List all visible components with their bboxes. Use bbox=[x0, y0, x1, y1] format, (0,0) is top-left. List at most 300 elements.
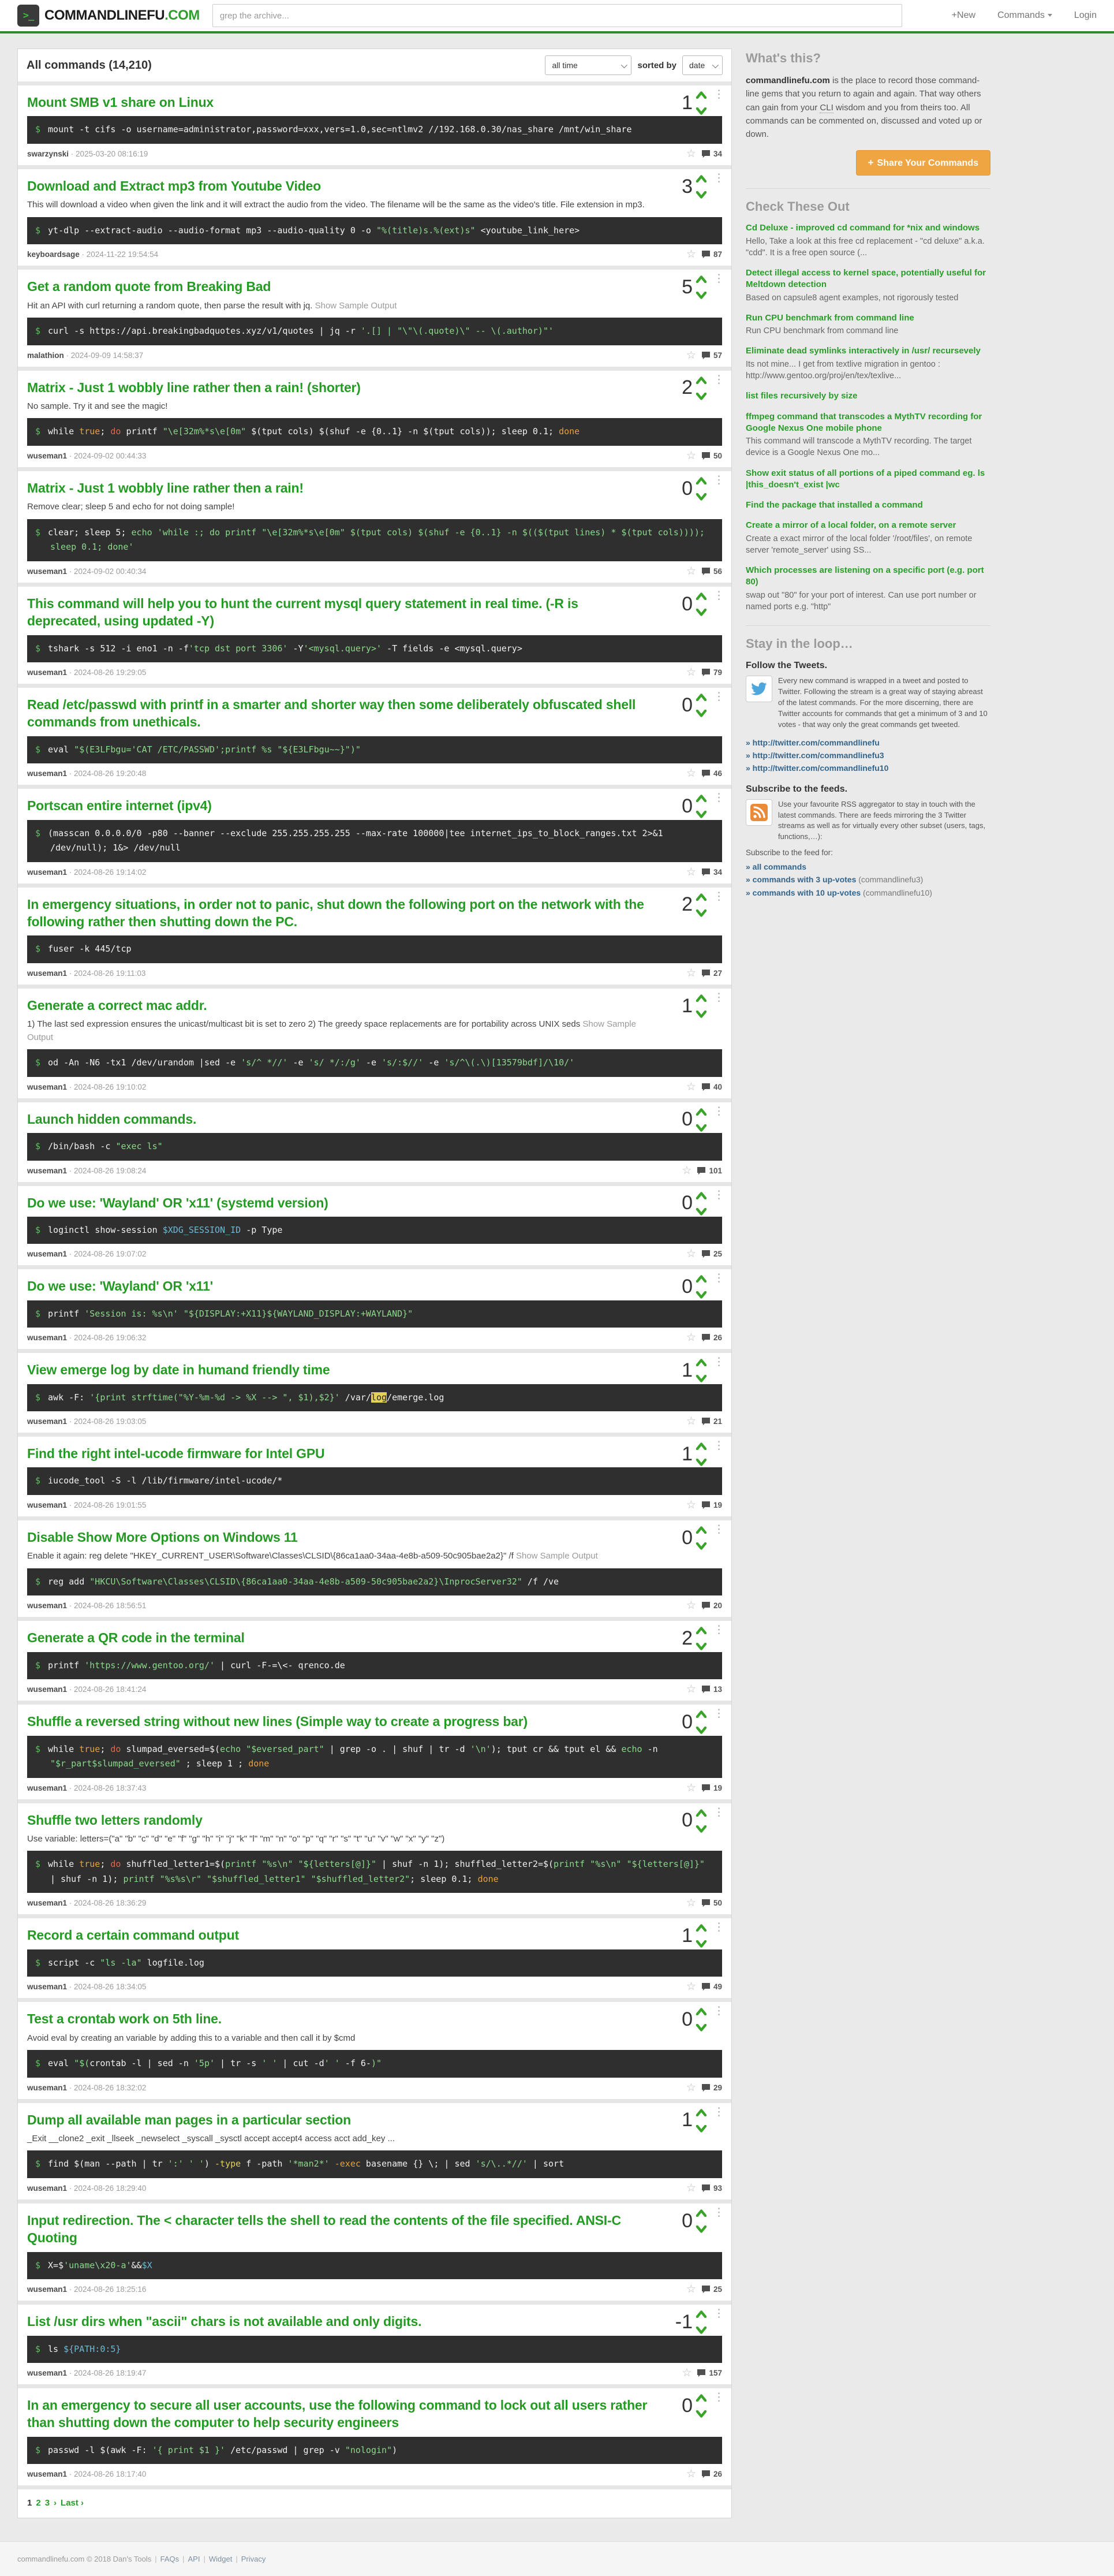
vote-score: 0 bbox=[682, 1192, 693, 1214]
vote-controls bbox=[682, 1355, 724, 1382]
upvote-button[interactable] bbox=[696, 1809, 707, 1817]
entry-menu-icon[interactable]: ⋮ bbox=[713, 88, 724, 100]
upvote-button[interactable] bbox=[696, 1710, 707, 1718]
author-link[interactable]: wuseman1 bbox=[27, 2083, 68, 2092]
downvote-button[interactable] bbox=[696, 909, 707, 917]
downvote-button[interactable] bbox=[696, 1459, 707, 1466]
comments-link[interactable] bbox=[701, 2470, 722, 2478]
pagination-link[interactable]: Last › bbox=[61, 2498, 84, 2508]
author-link[interactable]: wuseman1 bbox=[27, 2285, 68, 2294]
comments-link[interactable] bbox=[701, 2285, 722, 2294]
entry-date: · 2024-08-26 19:11:03 bbox=[67, 969, 145, 978]
comments-link[interactable] bbox=[701, 969, 722, 978]
command-code-block[interactable]: $ reg add "HKCU\Software\Classes\CLSID\{86ca1aa0-34aa-4e8b-a509-50c905bae2a2}\InprocServer32" /f /ve bbox=[27, 1568, 722, 1596]
vote-controls bbox=[682, 1522, 724, 1550]
comments-link[interactable] bbox=[701, 1899, 722, 1907]
author-link[interactable]: wuseman1 bbox=[27, 1417, 68, 1426]
comment-bubble-icon bbox=[701, 1982, 711, 1991]
rss-feed-link[interactable]: » commands with 10 up-votes (commandlinefu10) bbox=[746, 888, 932, 897]
comment-bubble-icon bbox=[701, 452, 711, 460]
footer-link[interactable]: FAQs bbox=[160, 2555, 180, 2564]
entry-date: · 2024-08-26 19:10:02 bbox=[67, 1083, 146, 1091]
author-link[interactable]: wuseman1 bbox=[27, 1899, 68, 1908]
shell-prompt: $ bbox=[35, 1308, 41, 1319]
command-code-block[interactable]: $ passwd -l $(awk -F: '{ print $1 }' /etc/passwd | grep -v "nologin") bbox=[27, 2437, 722, 2465]
command-code-block[interactable]: $ mount -t cifs -o username=administrator,password=xxx,vers=1.0,sec=ntlmv2 //192.168.0.30/nas_share /mnt/win_share bbox=[27, 116, 722, 144]
upvote-button[interactable] bbox=[696, 175, 707, 182]
command-title-link[interactable]: Portscan entire internet (ipv4) bbox=[27, 798, 212, 814]
command-title-link[interactable]: Do we use: 'Wayland' OR 'x11' bbox=[27, 1278, 213, 1294]
twitter-feed-link[interactable]: » http://twitter.com/commandlinefu3 bbox=[746, 750, 884, 760]
command-code-block[interactable]: $ printf 'https://www.gentoo.org/' | curl -F-=\<- qrenco.de bbox=[27, 1652, 722, 1680]
comments-link[interactable] bbox=[701, 769, 722, 778]
favorite-star-icon[interactable]: ☆ bbox=[686, 767, 696, 780]
upvote-button[interactable] bbox=[696, 1275, 707, 1283]
command-title-link[interactable]: List /usr dirs when "ascii" chars is not available and only digits. bbox=[27, 2314, 422, 2329]
entry-date: · 2024-08-26 19:06:32 bbox=[67, 1333, 146, 1342]
pagination-link[interactable]: 2 bbox=[36, 2498, 41, 2508]
command-code-block[interactable]: $ od -An -N6 -tx1 /dev/urandom |sed -e 's/^ *//' -e 's/ */:/g' -e 's/:$//' -e 's/^\(.\)[13579bdf]/\10/' bbox=[27, 1049, 722, 1077]
comments-link[interactable] bbox=[701, 1417, 722, 1426]
command-title-link[interactable]: Shuffle a reversed string without new lines (Simple way to create a progress bar) bbox=[27, 1714, 528, 1729]
entry-date: · 2024-08-26 19:08:24 bbox=[67, 1166, 146, 1175]
entry-menu-icon[interactable]: ⋮ bbox=[713, 1805, 724, 1818]
downvote-button[interactable] bbox=[696, 609, 707, 616]
check-item-link[interactable]: list files recursively by size bbox=[746, 391, 858, 401]
command-code-block[interactable]: $ eval "$(E3LFbgu='CAT /ETC/PASSWD';printf %s "${E3LFbgu~~}")" bbox=[27, 736, 722, 764]
entry-menu-icon[interactable]: ⋮ bbox=[713, 1707, 724, 1720]
search-input[interactable] bbox=[212, 4, 902, 27]
author-link[interactable]: wuseman1 bbox=[27, 867, 68, 877]
favorite-star-icon[interactable]: ☆ bbox=[686, 349, 696, 361]
author-link[interactable]: keyboardsage bbox=[27, 250, 80, 259]
comments-link[interactable] bbox=[701, 1250, 722, 1258]
comment-count: 93 bbox=[713, 2183, 722, 2193]
command-title-link[interactable]: Launch hidden commands. bbox=[27, 1111, 197, 1127]
entry-date: · 2024-08-26 18:19:47 bbox=[67, 2369, 146, 2377]
favorite-star-icon[interactable]: ☆ bbox=[686, 2283, 696, 2296]
rss-feed-link[interactable]: » all commands bbox=[746, 862, 807, 872]
entry-menu-icon[interactable]: ⋮ bbox=[713, 2105, 724, 2118]
entry-menu-icon[interactable]: ⋮ bbox=[713, 791, 724, 804]
command-title-link[interactable]: Dump all available man pages in a particular section bbox=[27, 2112, 351, 2127]
show-sample-output-link[interactable]: Show Sample Output bbox=[27, 1019, 636, 1042]
command-code-block[interactable]: $ while true; do printf "\e[32m%*s\e[0m" $(tput cols) $(shuf -e {0..1} -n $(tput cols)); sleep 0.1; done bbox=[27, 418, 722, 446]
comment-count: 29 bbox=[713, 2083, 722, 2092]
downvote-button[interactable] bbox=[696, 811, 707, 818]
upvote-button[interactable] bbox=[696, 1359, 707, 1366]
downvote-button[interactable] bbox=[696, 2125, 707, 2133]
favorite-star-icon[interactable]: ☆ bbox=[686, 1248, 696, 1261]
upvote-button[interactable] bbox=[696, 2008, 707, 2015]
nav-login-link[interactable]: Login bbox=[1074, 10, 1097, 20]
command-title-link[interactable]: In an emergency to secure all user accounts, use the following command to lock out all users rather than shutting down the computer to help security engineers bbox=[27, 2398, 648, 2430]
command-code-block[interactable]: $ ls ${PATH:0:5} bbox=[27, 2336, 722, 2363]
entry-menu-icon[interactable]: ⋮ bbox=[713, 1355, 724, 1369]
command-title-link[interactable]: This command will help you to hunt the current mysql query statement in real time. (-R is deprecated, using updated -Y) bbox=[27, 595, 578, 629]
entry-menu-icon[interactable]: ⋮ bbox=[713, 889, 724, 903]
upvote-button[interactable] bbox=[696, 91, 707, 99]
comments-link[interactable] bbox=[701, 668, 722, 677]
favorite-star-icon[interactable]: ☆ bbox=[686, 2468, 696, 2481]
entry-footer bbox=[27, 566, 722, 577]
upvote-button[interactable] bbox=[696, 592, 707, 600]
vote-score: 0 bbox=[682, 1276, 693, 1298]
author-link[interactable]: wuseman1 bbox=[27, 1333, 68, 1343]
entry-menu-icon[interactable]: ⋮ bbox=[713, 1272, 724, 1285]
command-code-block[interactable]: $ clear; sleep 5; echo 'while :; do printf "\e[32m%*s\e[0m" $(tput cols) $(shuf -e {0..1} -n $(($(tput lines) * $(tput cols)))); sleep 0.1; done' bbox=[27, 519, 722, 561]
downvote-button[interactable] bbox=[696, 393, 707, 400]
author-link[interactable]: wuseman1 bbox=[27, 1250, 68, 1259]
command-title-link[interactable]: Generate a QR code in the terminal bbox=[27, 1630, 245, 1646]
command-code-block[interactable]: $ printf 'Session is: %s\n' "${DISPLAY:+X11}${WAYLAND_DISPLAY:+WAYLAND}" bbox=[27, 1300, 722, 1328]
comments-link[interactable] bbox=[701, 2184, 722, 2193]
check-item-link[interactable]: Create a mirror of a local folder, on a remote server bbox=[746, 520, 956, 531]
upvote-button[interactable] bbox=[696, 2394, 707, 2402]
command-entry bbox=[18, 2200, 731, 2301]
vote-score: 5 bbox=[682, 276, 693, 299]
entry-menu-icon[interactable]: ⋮ bbox=[713, 372, 724, 386]
vote-controls bbox=[682, 1272, 724, 1299]
command-code-block[interactable]: $ eval "$(crontab -l | sed -n '5p' | tr -s ' ' | cut -d' ' -f 6-)" bbox=[27, 2050, 722, 2078]
downvote-button[interactable] bbox=[696, 2410, 707, 2418]
footer-link[interactable]: Privacy bbox=[241, 2555, 266, 2564]
author-link[interactable]: wuseman1 bbox=[27, 1685, 68, 1694]
upvote-button[interactable] bbox=[696, 795, 707, 802]
entry-menu-icon[interactable]: ⋮ bbox=[713, 272, 724, 285]
upvote-button[interactable] bbox=[696, 2209, 707, 2217]
comments-link[interactable] bbox=[701, 250, 722, 259]
author-link[interactable]: wuseman1 bbox=[27, 1783, 68, 1792]
favorite-star-icon[interactable]: ☆ bbox=[686, 1080, 696, 1093]
stay-in-the-loop-heading: Stay in the loop… bbox=[746, 636, 853, 651]
command-title-link[interactable]: Do we use: 'Wayland' OR 'x11' (systemd version) bbox=[27, 1195, 328, 1210]
favorite-star-icon[interactable]: ☆ bbox=[686, 1683, 696, 1696]
whats-this-text: commandlinefu.com is the place to record those command-line gems that you return to again and again. That way others can gain from your CLI wisdom and you from theirs too. All commands can be commented on, discussed and voted up or down. bbox=[746, 76, 982, 139]
vote-score: 2 bbox=[682, 1627, 693, 1650]
favorite-star-icon[interactable]: ☆ bbox=[682, 1164, 692, 1177]
command-code-block[interactable]: $ awk -F: '{print strftime("%Y-%m-%d -> %X --> ", $1),$2}' /var/log/emerge.log bbox=[27, 1384, 722, 1412]
shell-prompt: $ bbox=[35, 2343, 41, 2354]
upvote-button[interactable] bbox=[696, 994, 707, 1002]
entry-menu-icon[interactable]: ⋮ bbox=[713, 1921, 724, 1934]
footer-link[interactable]: Widget bbox=[208, 2555, 233, 2564]
command-entry bbox=[18, 1516, 731, 1617]
content bbox=[0, 33, 1114, 2541]
twitter-feed-link[interactable]: » http://twitter.com/commandlinefu bbox=[746, 737, 880, 747]
comments-link[interactable] bbox=[701, 1083, 722, 1091]
author-link[interactable]: wuseman1 bbox=[27, 668, 68, 677]
author-link[interactable]: wuseman1 bbox=[27, 451, 68, 460]
time-filter-select[interactable]: all time bbox=[545, 55, 631, 75]
check-these-out-list bbox=[746, 222, 990, 613]
downvote-button[interactable] bbox=[696, 1124, 707, 1132]
vote-controls bbox=[682, 171, 724, 199]
command-code-block[interactable]: $ /bin/bash -c "exec ls" bbox=[27, 1133, 722, 1161]
upvote-button[interactable] bbox=[696, 893, 707, 901]
command-code-block[interactable]: $ iucode_tool -S -l /lib/firmware/intel-ucode/* bbox=[27, 1467, 722, 1495]
entry-menu-icon[interactable]: ⋮ bbox=[713, 1188, 724, 1201]
downvote-button[interactable] bbox=[696, 1208, 707, 1216]
author-link[interactable]: swarzynski bbox=[27, 149, 69, 158]
command-title-link[interactable]: Generate a correct mac addr. bbox=[27, 997, 207, 1013]
entry-menu-icon[interactable]: ⋮ bbox=[713, 588, 724, 602]
comments-link[interactable] bbox=[701, 351, 722, 360]
upvote-button[interactable] bbox=[696, 1924, 707, 1932]
author-link[interactable]: wuseman1 bbox=[27, 2183, 68, 2193]
comments-link[interactable] bbox=[701, 1982, 722, 1991]
command-entry bbox=[18, 1433, 731, 1516]
downvote-button[interactable] bbox=[696, 292, 707, 299]
favorite-star-icon[interactable]: ☆ bbox=[686, 1897, 696, 1910]
downvote-button[interactable] bbox=[696, 2327, 707, 2334]
entry-date: · 2024-08-26 19:20:48 bbox=[67, 769, 146, 778]
upvote-button[interactable] bbox=[696, 376, 707, 384]
command-code-block[interactable]: $ X=$'uname\x20-a'&&$X bbox=[27, 2252, 722, 2280]
shell-prompt: $ bbox=[35, 1957, 41, 1968]
command-code-block[interactable]: $ tshark -s 512 -i eno1 -n -f'tcp dst port 3306' -Y'<mysql.query>' -T fields -e <mysql.query> bbox=[27, 635, 722, 663]
comments-link[interactable] bbox=[701, 1333, 722, 1342]
upvote-button[interactable] bbox=[696, 1526, 707, 1534]
follow-tweets-text: Every new command is wrapped in a tweet and posted to Twitter. Following the stream is a great way of staying abreast of the latest commands. For the more discerning, there are Twitter accounts for commands that get a minimum of 3 and 10 votes - that way only the great commands get tweeted. bbox=[778, 676, 988, 729]
entry-footer bbox=[27, 1165, 722, 1176]
downvote-button[interactable] bbox=[696, 710, 707, 717]
check-item-link[interactable]: Which processes are listening on a specific port (e.g. port 80) bbox=[746, 565, 984, 587]
comments-link[interactable] bbox=[697, 1166, 722, 1175]
vote-score: 0 bbox=[682, 2209, 693, 2232]
entry-date: · 2024-09-02 00:40:34 bbox=[67, 567, 146, 576]
show-sample-output-link[interactable]: Show Sample Output bbox=[315, 300, 397, 311]
author-link[interactable]: wuseman1 bbox=[27, 2369, 68, 2378]
upvote-button[interactable] bbox=[696, 477, 707, 484]
check-item-link[interactable]: Detect illegal access to kernel space, potentially useful for Meltdown detection bbox=[746, 268, 986, 290]
check-item-link[interactable]: Run CPU benchmark from command line bbox=[746, 312, 914, 323]
comments-link[interactable] bbox=[701, 567, 722, 576]
favorite-star-icon[interactable]: ☆ bbox=[686, 1415, 696, 1428]
downvote-button[interactable] bbox=[696, 1643, 707, 1650]
command-code-block[interactable]: $ yt-dlp --extract-audio --audio-format mp3 --audio-quality 0 -o "%(title)s.%(ext)s" <youtube_link_here> bbox=[27, 217, 722, 245]
command-title-link[interactable]: Input redirection. The < character tells the shell to read the contents of the file specified. ANSI-C Quoting bbox=[27, 2212, 621, 2246]
favorite-star-icon[interactable]: ☆ bbox=[686, 449, 696, 462]
check-item-link[interactable]: Find the package that installed a command bbox=[746, 500, 923, 510]
downvote-button[interactable] bbox=[696, 2225, 707, 2233]
vote-score: 0 bbox=[682, 592, 693, 615]
comments-link[interactable] bbox=[701, 868, 722, 877]
entry-date: · 2024-09-09 14:58:37 bbox=[64, 351, 143, 360]
upvote-button[interactable] bbox=[696, 2310, 707, 2318]
entry-menu-icon[interactable]: ⋮ bbox=[713, 1439, 724, 1452]
twitter-feed-link[interactable]: » http://twitter.com/commandlinefu10 bbox=[746, 763, 889, 773]
comments-link[interactable] bbox=[701, 452, 722, 460]
entry-date: · 2024-08-26 18:41:24 bbox=[67, 1685, 146, 1694]
comment-count: 26 bbox=[713, 1333, 722, 1343]
downvote-button[interactable] bbox=[696, 1542, 707, 1550]
shell-prompt: $ bbox=[35, 643, 41, 654]
comment-count: 40 bbox=[713, 1082, 722, 1091]
downvote-button[interactable] bbox=[696, 107, 707, 115]
favorite-star-icon[interactable]: ☆ bbox=[686, 866, 696, 878]
command-code-block[interactable]: $ find $(man --path | tr ':' ' ') -type f -path '*man2*' -exec basename {} \; | sed 's/\..*//' | sort bbox=[27, 2150, 722, 2178]
favorite-star-icon[interactable]: ☆ bbox=[686, 2081, 696, 2094]
entry-footer bbox=[27, 350, 722, 361]
upvote-button[interactable] bbox=[696, 1108, 707, 1116]
favorite-star-icon[interactable]: ☆ bbox=[686, 666, 696, 679]
command-title-link[interactable]: Disable Show More Options on Windows 11 bbox=[27, 1529, 298, 1545]
share-your-commands-button[interactable]: + Share Your Commands bbox=[856, 150, 990, 176]
upvote-button[interactable] bbox=[696, 1192, 707, 1199]
comments-link[interactable] bbox=[701, 1601, 722, 1610]
author-link[interactable]: wuseman1 bbox=[27, 2470, 68, 2479]
upvote-button[interactable] bbox=[696, 2109, 707, 2116]
command-title-link[interactable]: Matrix - Just 1 wobbly line rather then a rain! bbox=[27, 480, 304, 495]
command-title-link[interactable]: Get a random quote from Breaking Bad bbox=[27, 279, 271, 294]
comments-link[interactable] bbox=[701, 1501, 722, 1509]
sort-filter-select[interactable]: date bbox=[682, 55, 723, 75]
comments-link[interactable] bbox=[701, 1784, 722, 1792]
entry-menu-icon[interactable]: ⋮ bbox=[713, 473, 724, 486]
shell-prompt: $ bbox=[35, 225, 41, 236]
command-title-link[interactable]: In emergency situations, in order not to panic, shut down the following port on the network with the following rather then shutting down the PC. bbox=[27, 896, 644, 929]
upvote-button[interactable] bbox=[696, 275, 707, 283]
check-item-link[interactable]: Eliminate dead symlinks interactively in /usr/ recursevely bbox=[746, 346, 981, 356]
comment-count: 50 bbox=[713, 1899, 722, 1908]
comment-count: 19 bbox=[713, 1783, 722, 1792]
check-item-link[interactable]: Cd Deluxe - improved cd command for *nix and windows bbox=[746, 223, 980, 233]
entry-date: · 2024-08-26 18:36:29 bbox=[67, 1899, 146, 1907]
downvote-button[interactable] bbox=[696, 2024, 707, 2031]
page-title: All commands (14,210) bbox=[27, 58, 152, 72]
entry-menu-icon[interactable]: ⋮ bbox=[713, 2391, 724, 2404]
author-link[interactable]: wuseman1 bbox=[27, 1601, 68, 1611]
favorite-star-icon[interactable]: ☆ bbox=[686, 1332, 696, 1344]
shell-prompt: $ bbox=[35, 1859, 41, 1870]
favorite-star-icon[interactable]: ☆ bbox=[686, 1981, 696, 1993]
entry-footer bbox=[27, 2469, 722, 2480]
favorite-star-icon[interactable]: ☆ bbox=[686, 565, 696, 577]
author-link[interactable]: wuseman1 bbox=[27, 769, 68, 778]
check-item-link[interactable]: Show exit status of all portions of a piped command eg. ls |this_doesn't_exist |wc bbox=[746, 468, 985, 490]
command-title-link[interactable]: Find the right intel-ucode firmware for Intel GPU bbox=[27, 1446, 325, 1462]
downvote-button[interactable] bbox=[696, 1825, 707, 1833]
favorite-star-icon[interactable]: ☆ bbox=[686, 1498, 696, 1511]
comments-link[interactable] bbox=[701, 1685, 722, 1694]
vote-score: 0 bbox=[682, 1809, 693, 1832]
command-title-link[interactable]: Record a certain command output bbox=[27, 1928, 239, 1943]
upvote-button[interactable] bbox=[696, 694, 707, 701]
comment-count: 101 bbox=[709, 1166, 722, 1175]
favorite-star-icon[interactable]: ☆ bbox=[682, 2367, 692, 2380]
command-title-link[interactable]: Download and Extract mp3 from Youtube Video bbox=[27, 178, 321, 193]
favorite-star-icon[interactable]: ☆ bbox=[686, 1600, 696, 1612]
upvote-button[interactable] bbox=[696, 1442, 707, 1450]
whats-this-heading: What's this? bbox=[746, 51, 821, 65]
favorite-star-icon[interactable]: ☆ bbox=[686, 2182, 696, 2194]
comments-link[interactable] bbox=[701, 2083, 722, 2092]
command-description: No sample. Try it and see the magic! bbox=[27, 401, 168, 411]
command-entry bbox=[18, 883, 731, 985]
command-code-block[interactable]: $ loginctl show-session $XDG_SESSION_ID -p Type bbox=[27, 1217, 722, 1244]
pagination-link[interactable]: 3 bbox=[44, 2498, 50, 2508]
downvote-button[interactable] bbox=[696, 1727, 707, 1734]
author-link[interactable]: wuseman1 bbox=[27, 1982, 68, 1992]
comment-bubble-icon bbox=[701, 1501, 711, 1509]
show-sample-output-link[interactable]: Show Sample Output bbox=[515, 1551, 598, 1561]
author-link[interactable]: wuseman1 bbox=[27, 968, 68, 978]
command-code-block[interactable]: $ script -c "ls -la" logfile.log bbox=[27, 1949, 722, 1977]
twitter-links bbox=[746, 736, 990, 775]
entry-menu-icon[interactable]: ⋮ bbox=[713, 690, 724, 703]
nav-commands-menu[interactable]: Commands bbox=[997, 10, 1052, 21]
vote-score: 1 bbox=[682, 1925, 693, 1947]
command-code-block[interactable]: $ (masscan 0.0.0.0/0 -p80 --banner --exclude 255.255.255.255 --max-rate 100000|tee internet_ips_to_block_ranges.txt 2>&1 /dev/null); 1&> /dev/null bbox=[27, 820, 722, 862]
pagination-link[interactable]: › bbox=[54, 2498, 57, 2508]
entry-menu-icon[interactable]: ⋮ bbox=[713, 2004, 724, 2018]
downvote-button[interactable] bbox=[696, 1011, 707, 1018]
favorite-star-icon[interactable]: ☆ bbox=[686, 248, 696, 261]
comment-count: 25 bbox=[713, 1250, 722, 1259]
entry-menu-icon[interactable]: ⋮ bbox=[713, 1522, 724, 1535]
command-code-block[interactable]: $ curl -s https://api.breakingbadquotes.xyz/v1/quotes | jq -r '.[] | "\"\(.quote)\" -- \(.author)"' bbox=[27, 318, 722, 345]
command-title-link[interactable]: Matrix - Just 1 wobbly line rather then a rain! (shorter) bbox=[27, 379, 361, 395]
command-title-link[interactable]: Test a crontab work on 5th line. bbox=[27, 2011, 222, 2027]
entry-menu-icon[interactable]: ⋮ bbox=[713, 1623, 724, 1636]
comment-count: 34 bbox=[713, 149, 722, 158]
entry-menu-icon[interactable]: ⋮ bbox=[713, 171, 724, 184]
entry-menu-icon[interactable]: ⋮ bbox=[713, 2307, 724, 2320]
command-description: _Exit __clone2 _exit _llseek _newselect _syscall _sysctl accept accept4 access acct add_key ... bbox=[27, 2133, 395, 2143]
rss-feed-link[interactable]: » commands with 3 up-votes (commandlinefu3) bbox=[746, 875, 924, 885]
check-item-link[interactable]: ffmpeg command that transcodes a MythTV recording for Google Nexus One mobile phone bbox=[746, 411, 982, 433]
entry-menu-icon[interactable]: ⋮ bbox=[713, 2205, 724, 2219]
entry-footer bbox=[27, 2082, 722, 2093]
command-title-link[interactable]: Read /etc/passwd with printf in a smarter and shorter way then some deliberately obfuscated shell commands from unethicals. bbox=[27, 697, 636, 730]
entry-menu-icon[interactable]: ⋮ bbox=[713, 1104, 724, 1117]
command-code-block[interactable]: $ fuser -k 445/tcp bbox=[27, 935, 722, 963]
comments-link[interactable] bbox=[697, 2369, 722, 2377]
author-link[interactable]: malathion bbox=[27, 351, 64, 360]
command-title-link[interactable]: View emerge log by date in humand friendly time bbox=[27, 1362, 330, 1378]
comment-bubble-icon bbox=[701, 2184, 711, 2193]
command-title-link[interactable]: Mount SMB v1 share on Linux bbox=[27, 95, 214, 110]
entry-menu-icon[interactable]: ⋮ bbox=[713, 990, 724, 1004]
author-link[interactable]: wuseman1 bbox=[27, 1166, 68, 1175]
copyright-text: commandlinefu.com © 2018 Dan's Tools bbox=[17, 2555, 152, 2564]
author-link[interactable]: wuseman1 bbox=[27, 1500, 68, 1509]
vote-controls bbox=[682, 2105, 724, 2133]
site-logo[interactable] bbox=[17, 5, 200, 27]
author-link[interactable]: wuseman1 bbox=[27, 1082, 68, 1091]
command-code-block[interactable]: $ while true; do slumpad_eversed=$(echo "$eversed_part" | grep -o . | shuf | tr -d '\n'); tput cr && tput el && echo -n "$r_part$slumpad_eversed" ; sleep 1 ; done bbox=[27, 1736, 722, 1778]
downvote-button[interactable] bbox=[696, 191, 707, 199]
favorite-star-icon[interactable]: ☆ bbox=[686, 1781, 696, 1794]
favorite-star-icon[interactable]: ☆ bbox=[686, 967, 696, 979]
command-entry bbox=[18, 81, 731, 165]
downvote-button[interactable] bbox=[696, 493, 707, 501]
downvote-button[interactable] bbox=[696, 1375, 707, 1382]
author-link[interactable]: wuseman1 bbox=[27, 566, 68, 576]
footer-link[interactable]: API bbox=[188, 2555, 200, 2564]
downvote-button[interactable] bbox=[696, 1291, 707, 1299]
nav-new-link[interactable]: +New bbox=[951, 10, 976, 20]
downvote-button[interactable] bbox=[696, 1940, 707, 1948]
comments-link[interactable] bbox=[701, 150, 722, 158]
upvote-button[interactable] bbox=[696, 1627, 707, 1634]
entry-footer bbox=[27, 148, 722, 159]
favorite-star-icon[interactable]: ☆ bbox=[686, 147, 696, 160]
command-title-link[interactable]: Shuffle two letters randomly bbox=[27, 1812, 203, 1828]
comment-count: 27 bbox=[713, 968, 722, 978]
command-code-block[interactable]: $ while true; do shuffled_letter1=$(printf "%s\n" "${letters[@]}" | shuf -n 1); shuffled_letter2=$(printf "%s\n" "${letters[@]}" | shuf -n 1); printf "%s%s\r" "$shuffled_letter1" "$shuffled_letter2"; sleep 0.1; done bbox=[27, 1851, 722, 1893]
